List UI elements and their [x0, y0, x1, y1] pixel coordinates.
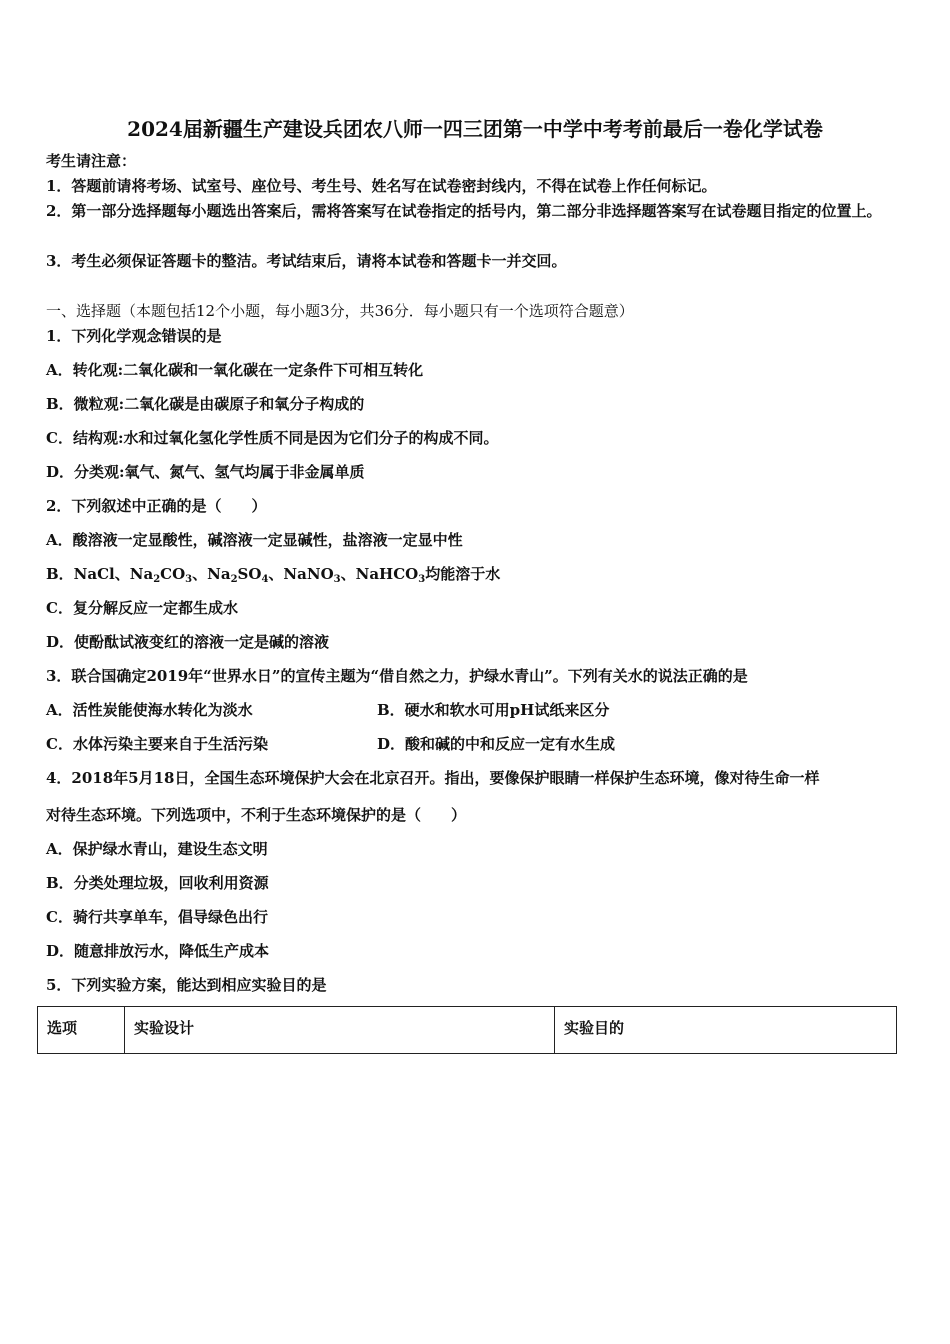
q3-stem: 3．联合国确定2019年“世界水日”的宣传主题为“借自然之力，护绿水青山”。下列有关水的说法正确的是	[46, 667, 748, 685]
table-header-purpose: 实验目的	[555, 1007, 897, 1054]
q3-option-c: C．水体污染主要来自于生活污染	[46, 735, 268, 753]
q1-option-b: B．微粒观:二氧化碳是由碳原子和氧分子构成的	[46, 395, 365, 413]
q4-option-c: C．骑行共享单车，倡导绿色出行	[46, 908, 268, 926]
table-header-option: 选项	[38, 1007, 125, 1054]
q2-option-d: D．使酚酞试液变红的溶液一定是碱的溶液	[46, 633, 330, 651]
q2-stem: 2．下列叙述中正确的是（ ）	[46, 497, 267, 515]
q5-table	[37, 1006, 897, 1054]
notice-item-2: 2．第一部分选择题每小题选出答案后，需将答案写在试卷指定的括号内，第二部分非选择题答案写在试卷题目指定的位置上。	[46, 202, 882, 220]
q4-option-d: D．随意排放污水，降低生产成本	[46, 942, 270, 960]
notice-item-1: 1．答题前请将考场、试室号、座位号、考生号、姓名写在试卷密封线内，不得在试卷上作任何标记。	[46, 177, 717, 195]
q1-option-d: D．分类观:氧气、氮气、氢气均属于非金属单质	[46, 463, 365, 481]
q2-option-a: A．酸溶液一定显酸性，碱溶液一定显碱性，盐溶液一定显中性	[46, 531, 463, 549]
q1-stem: 1．下列化学观念错误的是	[46, 327, 222, 345]
exam-title: 2024届新疆生产建设兵团农八师一四三团第一中学中考考前最后一卷化学试卷	[127, 117, 823, 141]
q1-option-a: A．转化观:二氧化碳和一氧化碳在一定条件下可相互转化	[46, 361, 424, 379]
q2-option-c: C．复分解反应一定都生成水	[46, 599, 238, 617]
notice-item-3: 3．考生必须保证答题卡的整洁。考试结束后，请将本试卷和答题卡一并交回。	[46, 252, 567, 270]
q1-option-c: C．结构观:水和过氧化氢化学性质不同是因为它们分子的构成不同。	[46, 429, 499, 447]
q3-option-a: A．活性炭能使海水转化为淡水	[46, 701, 253, 719]
table-header-design: 实验设计	[125, 1007, 555, 1054]
q4-option-a: A．保护绿水青山，建设生态文明	[46, 840, 268, 858]
q4-stem-line2: 对待生态环境。下列选项中，不利于生态环境保护的是（ ）	[46, 806, 467, 824]
q3-option-d: D．酸和碱的中和反应一定有水生成	[377, 735, 616, 753]
section-heading: 一、选择题（本题包括12个小题，每小题3分，共36分．每小题只有一个选项符合题意）	[46, 302, 634, 320]
notice-heading: 考生请注意：	[46, 152, 137, 170]
table-header-row	[38, 1007, 897, 1054]
q5-stem: 5．下列实验方案，能达到相应实验目的是	[46, 976, 327, 994]
q3-option-b: B．硬水和软水可用pH试纸来区分	[377, 701, 610, 719]
q2-option-b: B．NaCl、$Na_2CO_3$、$Na_2SO_4$、NaNO$_3$、NaHCO$_3$均能溶于水	[46, 565, 501, 585]
q4-stem-line1: 4．2018年5月18日，全国生态环境保护大会在北京召开。指出，要像保护眼睛一样保护生态环境，像对待生命一样	[46, 769, 820, 787]
q4-option-b: B．分类处理垃圾，回收利用资源	[46, 874, 269, 892]
